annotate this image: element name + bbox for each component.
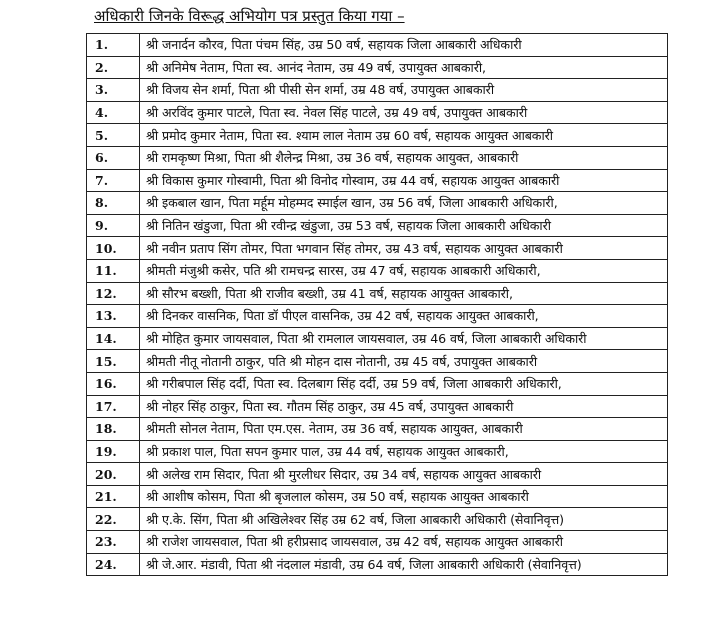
table-row: [87, 508, 668, 531]
table-row: [87, 124, 668, 147]
row-number: 8.: [87, 192, 140, 215]
row-number: 24.: [87, 553, 140, 576]
table-row: [87, 146, 668, 169]
row-number: 11.: [87, 259, 140, 282]
row-number: 1.: [87, 34, 140, 57]
table-row: [87, 350, 668, 373]
table-row: [87, 101, 668, 124]
row-number: 16.: [87, 372, 140, 395]
row-number: 18.: [87, 418, 140, 441]
officer-details: श्री जनार्दन कौरव, पिता पंचम सिंह, उम्र 50 वर्ष, सहायक जिला आबकारी अधिकारी: [140, 34, 668, 57]
officer-details: श्री मोहित कुमार जायसवाल, पिता श्री रामलाल जायसवाल, उम्र 46 वर्ष, जिला आबकारी अधिकारी: [140, 327, 668, 350]
row-number: 22.: [87, 508, 140, 531]
table-row: [87, 418, 668, 441]
row-number: 20.: [87, 463, 140, 486]
row-number: 10.: [87, 237, 140, 260]
officers-table-body: [87, 34, 668, 576]
list-heading: अधिकारी जिनके विरूद्ध अभियोग पत्र प्रस्तुत किया गया –: [94, 7, 405, 25]
officer-details: श्री रामकृष्ण मिश्रा, पिता श्री शैलेन्द्र मिश्रा, उम्र 36 वर्ष, सहायक आयुक्त, आबकारी: [140, 146, 668, 169]
table-row: [87, 214, 668, 237]
table-row: [87, 372, 668, 395]
row-number: 13.: [87, 305, 140, 328]
officer-details: श्री दिनकर वासनिक, पिता डॉ पीएल वासनिक, उम्र 42 वर्ष, सहायक आयुक्त आबकारी,: [140, 305, 668, 328]
table-row: [87, 192, 668, 215]
table-row: [87, 282, 668, 305]
officer-details: श्री इकबाल खान, पिता मर्हूम मोहम्मद स्माईल खान, उम्र 56 वर्ष, जिला आबकारी अधिकारी,: [140, 192, 668, 215]
table-row: [87, 531, 668, 554]
table-row: [87, 440, 668, 463]
officer-details: श्री प्रमोद कुमार नेताम, पिता स्व. श्याम लाल नेताम उम्र 60 वर्ष, सहायक आयुक्त आबकारी: [140, 124, 668, 147]
table-row: [87, 259, 668, 282]
table-row: [87, 34, 668, 57]
row-number: 21.: [87, 485, 140, 508]
table-row: [87, 169, 668, 192]
row-number: 12.: [87, 282, 140, 305]
officers-table: [86, 33, 668, 576]
table-row: [87, 395, 668, 418]
officer-details: श्री सौरभ बख्शी, पिता श्री राजीव बख्शी, उम्र 41 वर्ष, सहायक आयुक्त आबकारी,: [140, 282, 668, 305]
officer-details: श्री प्रकाश पाल, पिता सपन कुमार पाल, उम्र 44 वर्ष, सहायक आयुक्त आबकारी,: [140, 440, 668, 463]
table-row: [87, 237, 668, 260]
row-number: 19.: [87, 440, 140, 463]
row-number: 4.: [87, 101, 140, 124]
row-number: 23.: [87, 531, 140, 554]
officer-details: श्री ए.के. सिंग, पिता श्री अखिलेश्वर सिंह उम्र 62 वर्ष, जिला आबकारी अधिकारी (सेवानिवृत्त): [140, 508, 668, 531]
row-number: 2.: [87, 56, 140, 79]
row-number: 14.: [87, 327, 140, 350]
row-number: 7.: [87, 169, 140, 192]
officer-details: श्री गरीबपाल सिंह दर्दी, पिता स्व. दिलबाग सिंह दर्दी, उम्र 59 वर्ष, जिला आबकारी अधिकारी,: [140, 372, 668, 395]
row-number: 15.: [87, 350, 140, 373]
officer-details: श्री अनिमेष नेताम, पिता स्व. आनंद नेताम, उम्र 49 वर्ष, उपायुक्त आबकारी,: [140, 56, 668, 79]
officer-details: श्री जे.आर. मंडावी, पिता श्री नंदलाल मंडावी, उम्र 64 वर्ष, जिला आबकारी अधिकारी (सेवानिवृत्त): [140, 553, 668, 576]
officer-details: श्री विकास कुमार गोस्वामी, पिता श्री विनोद गोस्वाम, उम्र 44 वर्ष, सहायक आयुक्त आबकारी: [140, 169, 668, 192]
officer-details: श्रीमती सोनल नेताम, पिता एम.एस. नेताम, उम्र 36 वर्ष, सहायक आयुक्त, आबकारी: [140, 418, 668, 441]
officer-details: श्री नितिन खंडुजा, पिता श्री रवीन्द्र खंडुजा, उम्र 53 वर्ष, सहायक जिला आबकारी अधिकारी: [140, 214, 668, 237]
officer-details: श्री अलेख राम सिदार, पिता श्री मुरलीधर सिदार, उम्र 34 वर्ष, सहायक आयुक्त आबकारी: [140, 463, 668, 486]
officer-details: श्री नवीन प्रताप सिंग तोमर, पिता भगवान सिंह तोमर, उम्र 43 वर्ष, सहायक आयुक्त आबकारी: [140, 237, 668, 260]
row-number: 9.: [87, 214, 140, 237]
table-row: [87, 56, 668, 79]
row-number: 17.: [87, 395, 140, 418]
row-number: 5.: [87, 124, 140, 147]
officer-details: श्री अरविंद कुमार पाटले, पिता स्व. नेवल सिंह पाटले, उम्र 49 वर्ष, उपायुक्त आबकारी: [140, 101, 668, 124]
officer-details: श्री विजय सेन शर्मा, पिता श्री पीसी सेन शर्मा, उम्र 48 वर्ष, उपायुक्त आबकारी: [140, 79, 668, 102]
table-row: [87, 79, 668, 102]
officer-details: श्री नोहर सिंह ठाकुर, पिता स्व. गौतम सिंह ठाकुर, उम्र 45 वर्ष, उपायुक्त आबकारी: [140, 395, 668, 418]
officer-details: श्री आशीष कोसम, पिता श्री बृजलाल कोसम, उम्र 50 वर्ष, सहायक आयुक्त आबकारी: [140, 485, 668, 508]
row-number: 6.: [87, 146, 140, 169]
table-row: [87, 327, 668, 350]
officer-details: श्रीमती नीतू नोतानी ठाकुर, पति श्री मोहन दास नोतानी, उम्र 45 वर्ष, उपायुक्त आबकारी: [140, 350, 668, 373]
row-number: 3.: [87, 79, 140, 102]
table-row: [87, 553, 668, 576]
table-row: [87, 463, 668, 486]
officer-details: श्रीमती मंजुश्री कसेर, पति श्री रामचन्द्र सारस, उम्र 47 वर्ष, सहायक आबकारी अधिकारी,: [140, 259, 668, 282]
table-row: [87, 485, 668, 508]
officer-details: श्री राजेश जायसवाल, पिता श्री हरीप्रसाद जायसवाल, उम्र 42 वर्ष, सहायक आयुक्त आबकारी: [140, 531, 668, 554]
table-row: [87, 305, 668, 328]
